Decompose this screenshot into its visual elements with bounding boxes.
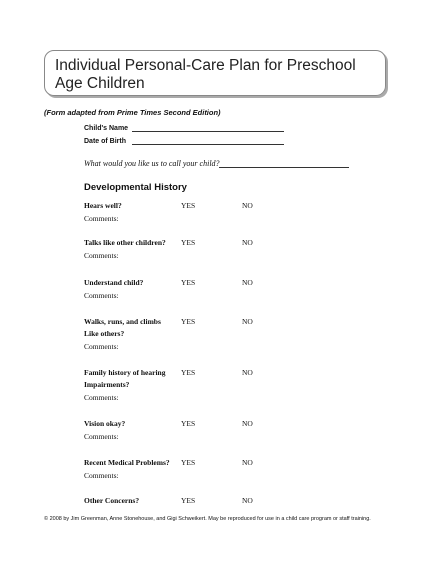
question-label: Family history of hearing: [84, 368, 166, 377]
no-option[interactable]: NO: [242, 238, 253, 247]
call-name-field[interactable]: [219, 167, 349, 168]
childs-name-label: Child's Name: [84, 125, 129, 132]
date-of-birth-label: Date of Birth: [84, 138, 126, 145]
comments-label: Comments:: [84, 214, 119, 223]
comments-label: Comments:: [84, 291, 119, 300]
question-label: Hears well?: [84, 201, 122, 210]
no-option[interactable]: NO: [242, 368, 253, 377]
adapted-note: (Form adapted from Prime Times Second Edition): [44, 108, 221, 117]
yes-option[interactable]: YES: [181, 496, 196, 505]
no-option[interactable]: NO: [242, 278, 253, 287]
question-label: Recent Medical Problems?: [84, 458, 170, 467]
question-label: Other Concerns?: [84, 496, 140, 505]
question-label: Vision okay?: [84, 419, 126, 428]
comments-label: Comments:: [84, 251, 119, 260]
no-option[interactable]: NO: [242, 496, 253, 505]
childs-name-field[interactable]: [132, 131, 284, 132]
copyright-footer: © 2008 by Jim Greenman, Anne Stonehouse, and Gigi Schweikert. May be reproduced for use in a child care program or staff training.: [44, 516, 371, 522]
question-label: Understand child?: [84, 278, 144, 287]
no-option[interactable]: NO: [242, 458, 253, 467]
form-title: Individual Personal-Care Plan for Preschool Age Children: [44, 50, 386, 96]
question-label-line2: Impairments?: [84, 380, 130, 389]
call-name-question: What would you like us to call your child?: [84, 159, 220, 168]
date-of-birth-field[interactable]: [132, 144, 284, 145]
yes-option[interactable]: YES: [181, 278, 196, 287]
section-heading: Developmental History: [84, 182, 187, 193]
no-option[interactable]: NO: [242, 317, 253, 326]
question-label: Talks like other children?: [84, 238, 166, 247]
comments-label: Comments:: [84, 393, 119, 402]
yes-option[interactable]: YES: [181, 458, 196, 467]
comments-label: Comments:: [84, 342, 119, 351]
yes-option[interactable]: YES: [181, 368, 196, 377]
question-label-line2: Like others?: [84, 329, 125, 338]
yes-option[interactable]: YES: [181, 419, 196, 428]
yes-option[interactable]: YES: [181, 201, 196, 210]
yes-option[interactable]: YES: [181, 238, 196, 247]
comments-label: Comments:: [84, 471, 119, 480]
yes-option[interactable]: YES: [181, 317, 196, 326]
comments-label: Comments:: [84, 432, 119, 441]
no-option[interactable]: NO: [242, 419, 253, 428]
no-option[interactable]: NO: [242, 201, 253, 210]
question-label: Walks, runs, and climbs: [84, 317, 161, 326]
